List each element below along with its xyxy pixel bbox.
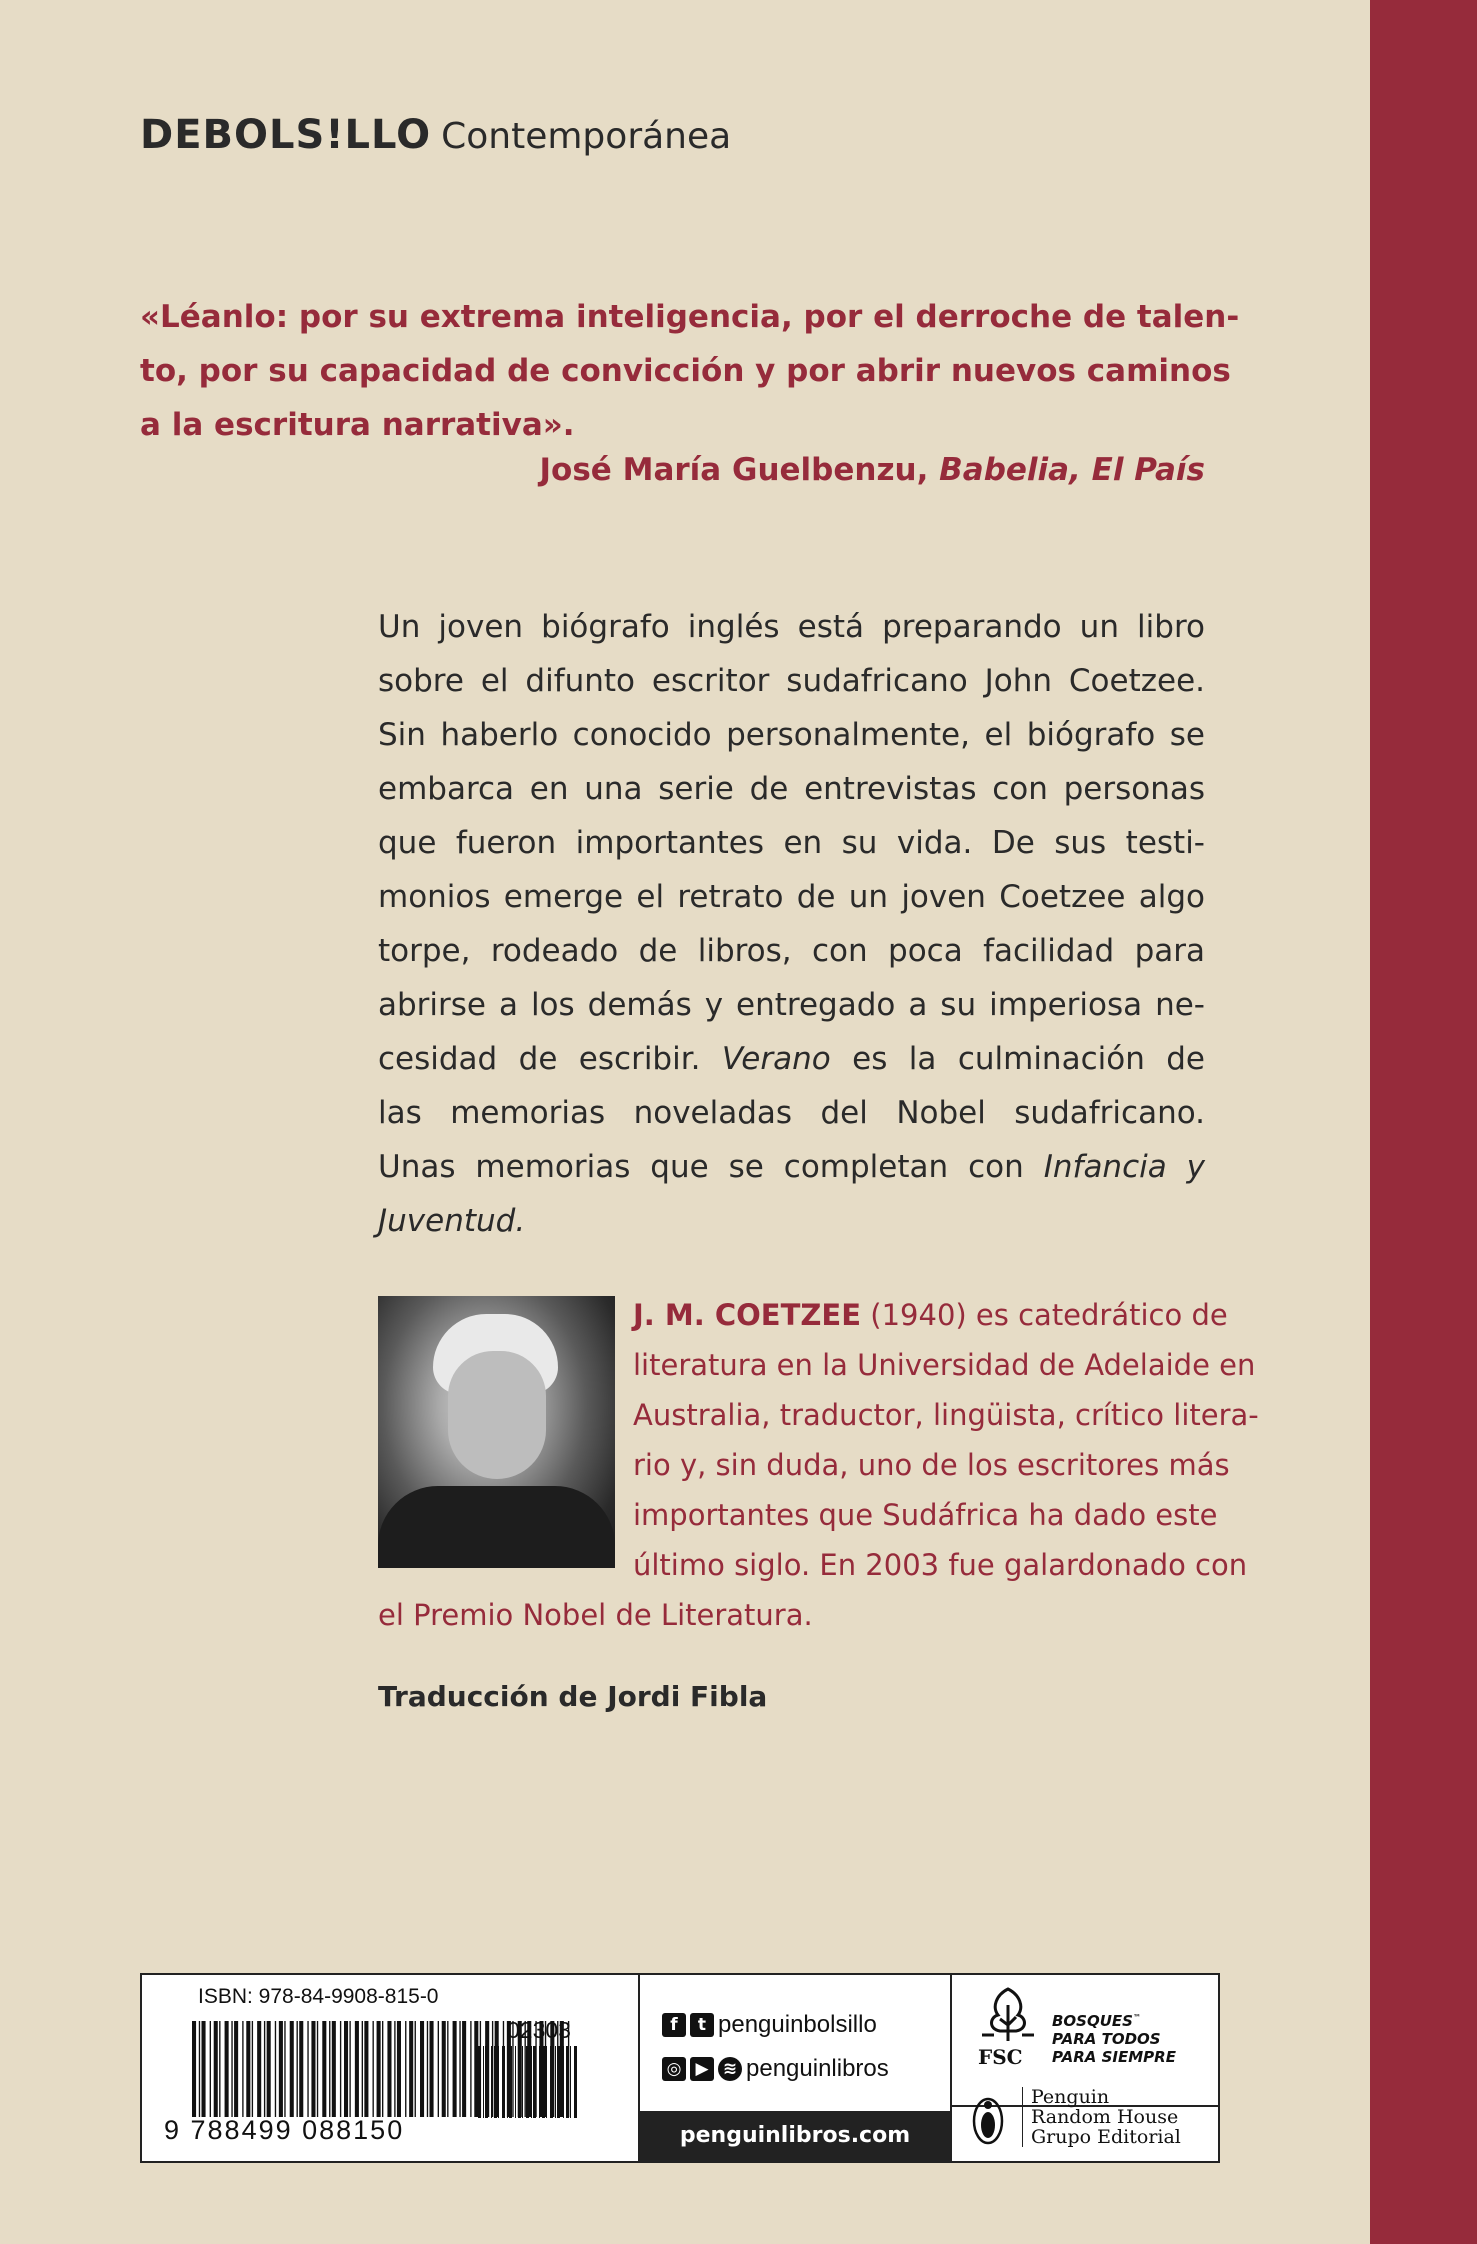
book-title: Infancia y [1043,1149,1206,1185]
book-title: Verano [721,1041,831,1077]
barcode-addon-bars [478,2046,578,2118]
barcode-addon-number: 02303 [507,2017,571,2043]
synopsis-line: abrirse a los demás y entregado a su imperiosa ne- [378,987,1205,1023]
bio-line: importantes que Sudáfrica ha dado este [633,1498,1218,1532]
synopsis-text: Unas memorias que se completan con [378,1149,1024,1185]
social-handle: penguinbolsillo [718,2011,877,2038]
spotify-icon: ≋ [718,2057,742,2081]
bio-line: Australia, traductor, lingüista, crítico litera- [633,1398,1259,1432]
bio-line: último siglo. En 2003 fue galardonado con [633,1548,1248,1582]
synopsis-line: monios emerge el retrato de un joven Coetzee algo [378,879,1205,915]
collection-name: Contemporánea [441,116,732,157]
synopsis [378,600,1205,1248]
synopsis-line: embarca en una serie de entrevistas con personas [378,771,1205,807]
website-label: penguinlibros.com [640,2111,950,2161]
fsc-tag-line: BOSQUES [1052,2012,1133,2030]
synopsis-line [378,1032,1205,1086]
social-handle: penguinlibros [746,2055,889,2082]
social-row [662,2055,889,2083]
bio-line: el Premio Nobel de Literatura. [378,1598,813,1632]
synopsis-text: cesidad de escribir. [378,1041,701,1077]
social-section [640,1975,952,2161]
synopsis-line: las memorias noveladas del Nobel sudafricano. [378,1095,1205,1131]
fsc-tag-line: PARA SIEMPRE [1052,2048,1176,2066]
barcode-panel [140,1973,1220,2163]
quote-source: Babelia, El País [939,452,1205,488]
twitter-icon: t [690,2013,714,2037]
quote-line: to, por su capacidad de convicción y por abrir nuevos caminos [140,353,1231,389]
synopsis-line: Un joven biógrafo inglés está preparando un libro [378,609,1205,645]
translation-credit: Traducción de Jordi Fibla [378,1680,768,1713]
synopsis-line: torpe, rodeado de libros, con poca facilidad para [378,933,1205,969]
synopsis-line [378,1194,1205,1248]
review-quote [140,290,1240,452]
penguin-logo-icon [968,2087,1008,2147]
barcode-number: 9 788499 088150 [164,2115,405,2145]
social-row [662,2011,877,2039]
bio-text: (1940) es catedrático de [870,1298,1228,1332]
barcode-section [142,1975,640,2161]
publisher-line: Grupo Editorial [1031,2126,1181,2148]
quote-author: José María Guelbenzu, [539,452,929,488]
synopsis-line [378,1140,1205,1194]
fsc-tag-line: PARA TODOS [1052,2030,1161,2048]
youtube-icon: ▶ [690,2057,714,2081]
facebook-icon: f [662,2013,686,2037]
author-name: J. M. COETZEE [633,1298,862,1332]
bio-line: literatura en la Universidad de Adelaide en [633,1348,1256,1382]
author-bio [378,1290,1259,1640]
certification-section [952,1975,1218,2161]
instagram-icon: ◎ [662,2057,686,2081]
synopsis-line: que fueron importantes en su vida. De sus testi- [378,825,1205,861]
publisher-line: Random House [1031,2106,1179,2128]
synopsis-text: es la culminación de [852,1041,1206,1077]
spine-band [1370,0,1477,2244]
publisher-line: Penguin [1031,2086,1110,2108]
synopsis-line: sobre el difunto escritor sudafricano John Coetzee. [378,663,1205,699]
bio-line: rio y, sin duda, uno de los escritores más [633,1448,1230,1482]
quote-attribution [140,452,1205,488]
fsc-acronym: FSC [978,2045,1023,2069]
fsc-tagline [1052,2009,1176,2066]
quote-line: «Léanlo: por su extrema inteligencia, por el derroche de talen- [140,299,1240,335]
publisher-brand: DEBOLS!LLO [140,112,432,158]
series-header [140,112,731,162]
synopsis-line: Sin haberlo conocido personalmente, el biógrafo se [378,717,1205,753]
quote-line: a la escritura narrativa». [140,407,575,443]
book-title: Juventud. [378,1203,526,1239]
fsc-tree-icon [978,1985,1038,2043]
publisher-imprint [1022,2087,1181,2147]
isbn-label: ISBN: 978-84-9908-815-0 [198,1985,439,2008]
trademark-mark: ™ [1132,2013,1141,2022]
bio-line [633,1290,1228,1340]
